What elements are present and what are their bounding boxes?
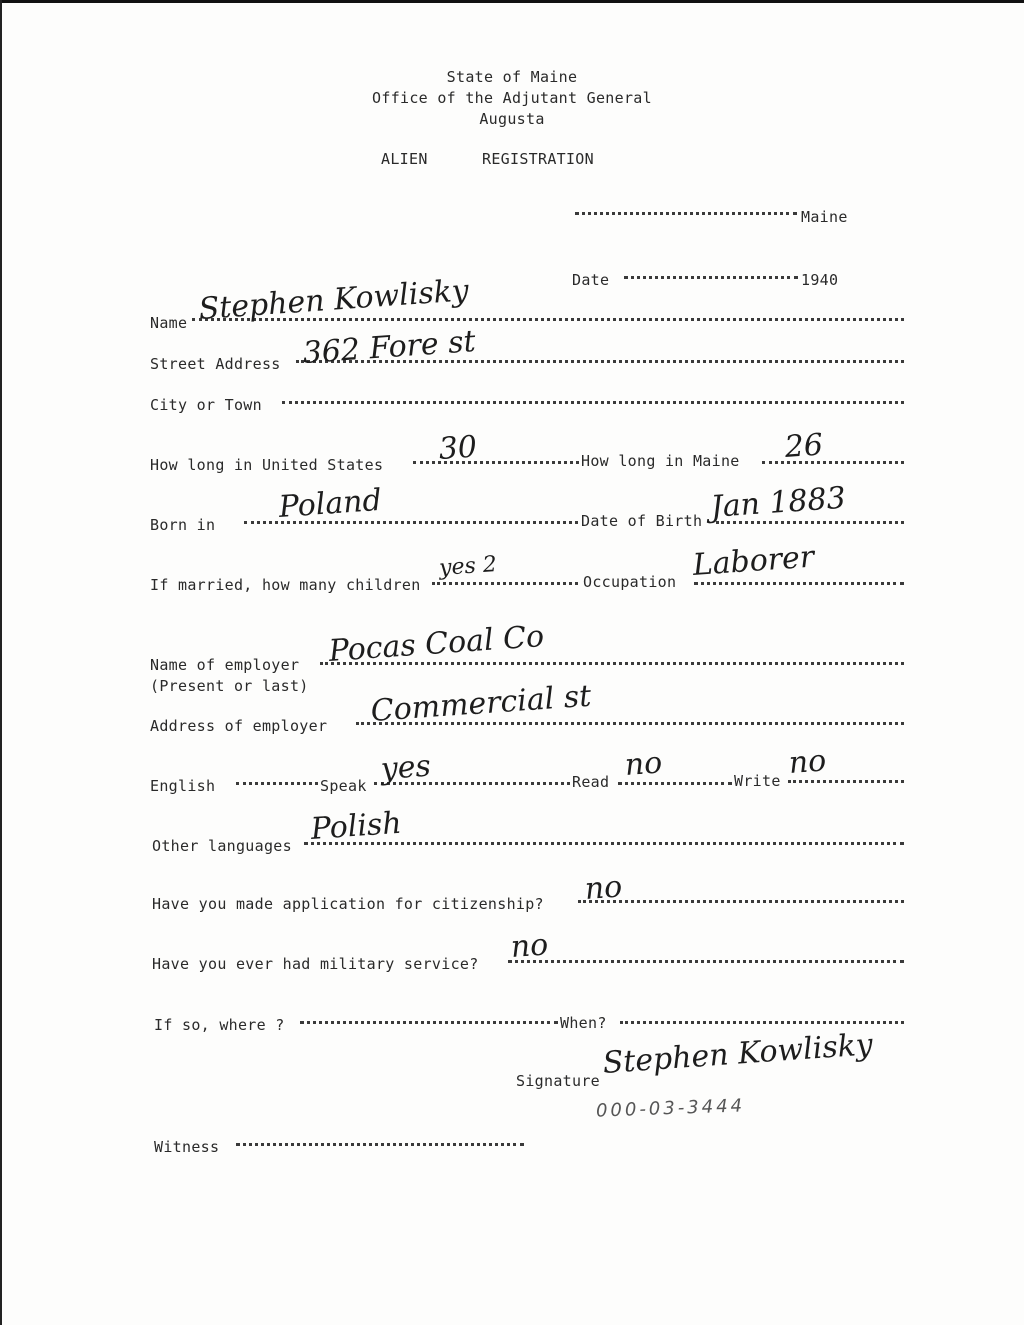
children-line xyxy=(432,582,578,585)
when-label: When? xyxy=(560,1014,607,1032)
occupation-handwritten: Laborer xyxy=(691,539,816,583)
signature-handwritten: Stephen Kowlisky xyxy=(601,1027,874,1081)
military-label: Have you ever had military service? xyxy=(152,955,479,973)
english-line xyxy=(236,782,318,785)
when-line xyxy=(620,1021,904,1024)
military-handwritten: no xyxy=(509,927,550,965)
born-in-label: Born in xyxy=(150,516,216,534)
header-city: Augusta xyxy=(479,110,545,128)
date-year: 1940 xyxy=(801,271,839,289)
how-long-us-line xyxy=(413,461,579,464)
place-line xyxy=(575,212,797,215)
form-title-alien: ALIEN xyxy=(381,150,428,168)
date-line xyxy=(624,276,798,279)
street-handwritten: 362 Fore st xyxy=(301,324,477,371)
date-label: Date xyxy=(572,271,610,289)
how-long-us-label: How long in United States xyxy=(150,456,384,474)
speak-label: Speak xyxy=(320,777,367,795)
citizenship-line xyxy=(578,900,904,903)
children-label: If married, how many children xyxy=(150,576,421,594)
english-label: English xyxy=(150,777,216,795)
read-handwritten: no xyxy=(623,745,664,783)
header-office: Office of the Adjutant General xyxy=(372,89,652,107)
file-number-pencil: 000-03-3444 xyxy=(595,1095,746,1122)
employer-address-label: Address of employer xyxy=(150,717,328,735)
how-long-me-handwritten: 26 xyxy=(783,427,825,465)
where-label: If so, where ? xyxy=(154,1016,285,1034)
write-handwritten: no xyxy=(787,743,828,781)
other-languages-label: Other languages xyxy=(152,837,292,855)
name-label: Name xyxy=(150,314,188,332)
other-languages-line xyxy=(304,842,904,845)
scan-edge-left xyxy=(0,0,2,1325)
citizenship-handwritten: no xyxy=(583,869,624,907)
witness-label: Witness xyxy=(154,1138,220,1156)
city-line xyxy=(282,401,904,404)
occupation-label: Occupation xyxy=(583,573,677,591)
signature-label: Signature xyxy=(516,1072,600,1090)
dob-label: Date of Birth xyxy=(581,512,703,530)
military-line xyxy=(508,960,904,963)
header-state: State of Maine xyxy=(446,68,578,86)
speak-handwritten: yes xyxy=(379,748,432,787)
name-handwritten: Stephen Kowlisky xyxy=(197,273,470,327)
where-line xyxy=(300,1021,558,1024)
write-label: Write xyxy=(734,772,781,790)
born-in-handwritten: Poland xyxy=(277,482,383,525)
city-label: City or Town xyxy=(150,396,262,414)
scan-edge-top xyxy=(0,0,1024,3)
dob-handwritten: Jan 1883 xyxy=(709,480,847,525)
employer-sublabel: (Present or last) xyxy=(150,677,309,695)
occupation-line xyxy=(694,582,904,585)
how-long-us-handwritten: 30 xyxy=(437,429,479,467)
street-label: Street Address xyxy=(150,355,281,373)
witness-line xyxy=(236,1143,524,1146)
how-long-me-line xyxy=(762,461,904,464)
other-languages-handwritten: Polish xyxy=(309,805,403,847)
how-long-me-label: How long in Maine xyxy=(581,452,740,470)
employer-address-handwritten: Commercial st xyxy=(369,678,593,729)
children-handwritten: yes 2 xyxy=(438,552,498,581)
place-suffix: Maine xyxy=(801,208,848,226)
read-label: Read xyxy=(572,773,610,791)
employer-label: Name of employer xyxy=(150,656,300,674)
write-line xyxy=(788,780,904,783)
employer-handwritten: Pocas Coal Co xyxy=(327,619,546,669)
citizenship-label: Have you made application for citizenship? xyxy=(152,895,544,913)
form-title-registration: REGISTRATION xyxy=(482,150,594,168)
read-line xyxy=(618,782,732,785)
